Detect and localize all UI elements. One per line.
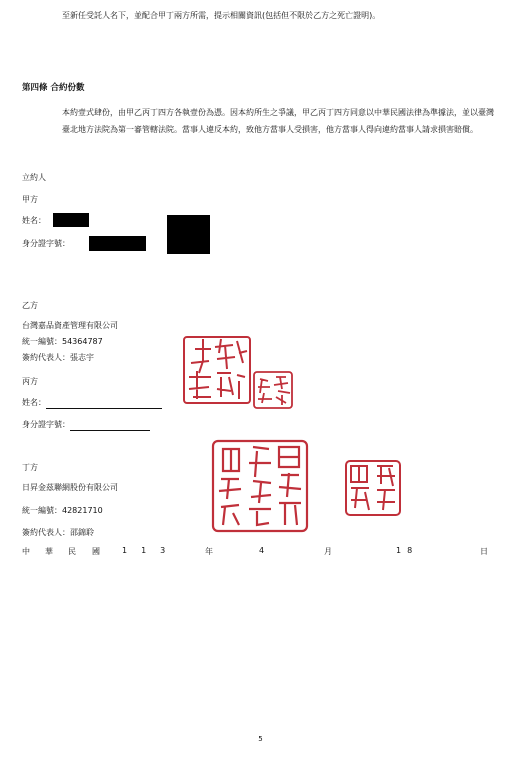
- date-month: 4: [259, 546, 265, 555]
- party-a-name-redaction: [53, 213, 89, 227]
- party-a-id-redaction: [89, 236, 146, 251]
- party-c-name-line: [46, 399, 162, 409]
- party-a-name-label: 姓名：: [22, 216, 46, 225]
- article-heading: 第四條 合約份數: [22, 83, 85, 93]
- party-d-company-seal: [209, 437, 311, 535]
- date-day: 18: [396, 546, 419, 555]
- party-b-company: 台灣嘉品資產管理有限公司: [22, 321, 118, 330]
- party-d-company: 日昇金茲聯網股份有限公司: [22, 483, 118, 492]
- date-era-2: 華: [45, 547, 53, 556]
- date-era-3: 民: [68, 547, 76, 556]
- party-d-tax-id: 統一編號：42821710: [22, 506, 103, 515]
- date-era-4: 國: [92, 547, 100, 556]
- party-c-id-label: [22, 419, 150, 431]
- party-d-representative: 簽約代表人：邵錦聆: [22, 528, 94, 537]
- party-c-id-caption: 身分證字號：: [22, 420, 70, 429]
- party-a-seal-redaction: [167, 215, 210, 254]
- party-c-label: 丙方: [22, 377, 38, 386]
- party-b-representative: 簽約代表人：張志宇: [22, 353, 94, 362]
- party-c-id-line: [70, 421, 150, 431]
- party-b-tax-id: 統一編號：54364787: [22, 337, 103, 346]
- party-c-name-label: [22, 397, 162, 409]
- party-b-rep-seal: [252, 369, 294, 411]
- party-c-name-caption: 姓名：: [22, 398, 46, 407]
- party-b-label: 乙方: [22, 301, 38, 310]
- date-year-unit: 年: [205, 547, 213, 556]
- date-era-1: 中: [22, 547, 30, 556]
- date-year: 113: [122, 546, 180, 555]
- date-day-unit: 日: [480, 547, 488, 556]
- party-a-label: 甲方: [22, 195, 38, 204]
- date-month-unit: 月: [324, 547, 332, 556]
- party-a-id-label: 身分證字號：: [22, 239, 70, 248]
- signatories-title: 立約人: [22, 173, 46, 182]
- party-d-rep-seal: [343, 458, 403, 518]
- article-body: 本約壹式肆份，由甲乙丙丁四方各執壹份為憑。因本約所生之爭議，甲乙丙丁四方同意以中華民國法律為準據法，並以臺灣臺北地方法院為第一審管轄法院。當事人違反本約，致他方當事人受損害，他方當事人得向違約當事人請求損害賠償。: [62, 108, 494, 134]
- page-number: 5: [258, 735, 263, 743]
- party-b-company-seal: [181, 333, 253, 408]
- top-paragraph: 至新任受託人名下，並配合甲丁兩方所需，提示相關資訊(包括但不限於乙方之死亡證明)。: [62, 11, 381, 20]
- party-d-label: 丁方: [22, 463, 38, 472]
